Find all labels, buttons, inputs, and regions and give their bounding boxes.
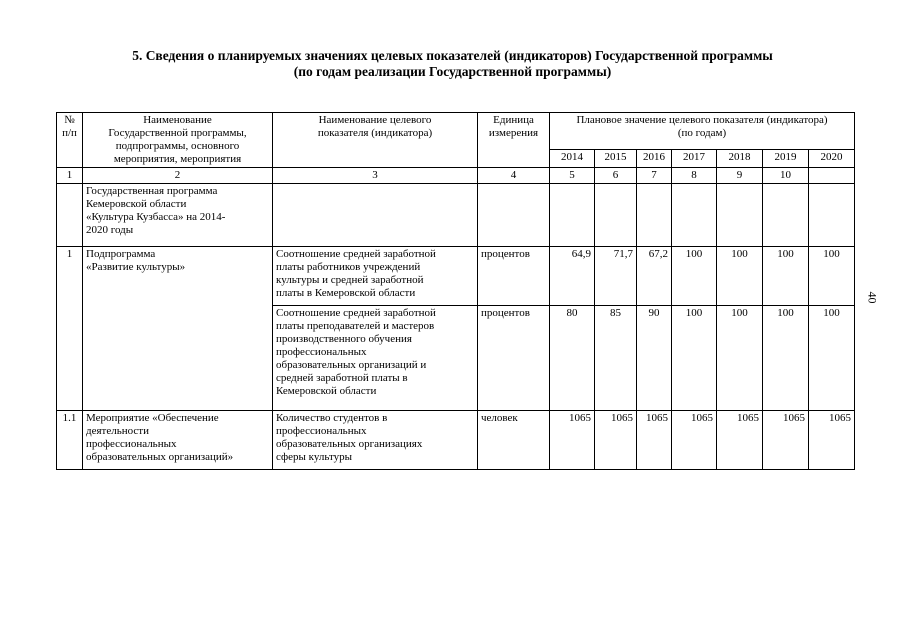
column-number: 3	[273, 168, 478, 184]
title-line-1: 5. Сведения о планируемых значениях целевых показателей (индикаторов) Государственной программы	[132, 48, 773, 63]
row-value: 1065	[809, 411, 855, 470]
row-value: 85	[595, 306, 637, 411]
row-value: 100	[672, 306, 717, 411]
row-value	[763, 184, 809, 247]
row-unit	[478, 184, 550, 247]
column-number: 7	[637, 168, 672, 184]
row-value: 1065	[550, 411, 595, 470]
row-value: 100	[717, 247, 763, 306]
row-value: 80	[550, 306, 595, 411]
row-program: Подпрограмма «Развитие культуры»	[83, 247, 273, 411]
header-year: 2020	[809, 149, 855, 167]
header-year: 2017	[672, 149, 717, 167]
row-value: 1065	[637, 411, 672, 470]
row-num: 1	[57, 247, 83, 411]
header-num: № п/п	[57, 113, 83, 168]
header-indicator: Наименование целевого показателя (индикатора)	[273, 113, 478, 168]
row-indicator	[273, 184, 478, 247]
header-row	[57, 113, 855, 150]
header-planned-value: Плановое значение целевого показателя (индикатора) (по годам)	[550, 113, 855, 150]
row-indicator: Соотношение средней заработной платы преподавателей и мастеров производственного обучения профессиональных образовательных организаций и средней заработной платы в Кемеровской области	[273, 306, 478, 411]
row-value: 100	[763, 306, 809, 411]
column-number: 5	[550, 168, 595, 184]
row-value: 100	[672, 247, 717, 306]
row-value: 1065	[595, 411, 637, 470]
indicators-table	[56, 112, 855, 470]
row-value: 64,9	[550, 247, 595, 306]
row-program: Мероприятие «Обеспечение деятельности профессиональных образовательных организаций»	[83, 411, 273, 470]
header-unit: Единица измерения	[478, 113, 550, 168]
row-indicator: Количество студентов в профессиональных образовательных организациях сферы культуры	[273, 411, 478, 470]
table-row	[57, 411, 855, 470]
header-year: 2016	[637, 149, 672, 167]
header-year: 2014	[550, 149, 595, 167]
table-row	[57, 247, 855, 306]
row-value: 67,2	[637, 247, 672, 306]
column-number: 10	[763, 168, 809, 184]
column-numbers-row	[57, 168, 855, 184]
column-number: 9	[717, 168, 763, 184]
row-unit: процентов	[478, 306, 550, 411]
column-number: 2	[83, 168, 273, 184]
page-number: 40	[865, 291, 880, 304]
row-value: 100	[809, 306, 855, 411]
header-year: 2019	[763, 149, 809, 167]
row-value: 1065	[763, 411, 809, 470]
column-number: 4	[478, 168, 550, 184]
column-number: 8	[672, 168, 717, 184]
row-num	[57, 184, 83, 247]
row-value	[809, 184, 855, 247]
row-value: 100	[717, 306, 763, 411]
table-row	[57, 184, 855, 247]
header-program: Наименование Государственной программы, подпрограммы, основного мероприятия, мероприятия	[83, 113, 273, 168]
row-value: 71,7	[595, 247, 637, 306]
document-title	[0, 48, 905, 80]
row-value: 100	[809, 247, 855, 306]
row-unit: человек	[478, 411, 550, 470]
row-value	[717, 184, 763, 247]
row-value	[637, 184, 672, 247]
row-indicator: Соотношение средней заработной платы работников учреждений культуры и средней заработной платы в Кемеровской области	[273, 247, 478, 306]
row-value	[550, 184, 595, 247]
row-value: 1065	[672, 411, 717, 470]
header-year: 2018	[717, 149, 763, 167]
row-value: 90	[637, 306, 672, 411]
column-number: 6	[595, 168, 637, 184]
row-value: 100	[763, 247, 809, 306]
row-program: Государственная программа Кемеровской области «Культура Кузбасса» на 2014- 2020 годы	[83, 184, 273, 247]
column-number	[809, 168, 855, 184]
row-value	[672, 184, 717, 247]
row-value: 1065	[717, 411, 763, 470]
title-line-2: (по годам реализации Государственной программы)	[293, 64, 612, 79]
row-unit: процентов	[478, 247, 550, 306]
row-value	[595, 184, 637, 247]
row-num: 1.1	[57, 411, 83, 470]
column-number: 1	[57, 168, 83, 184]
header-year: 2015	[595, 149, 637, 167]
